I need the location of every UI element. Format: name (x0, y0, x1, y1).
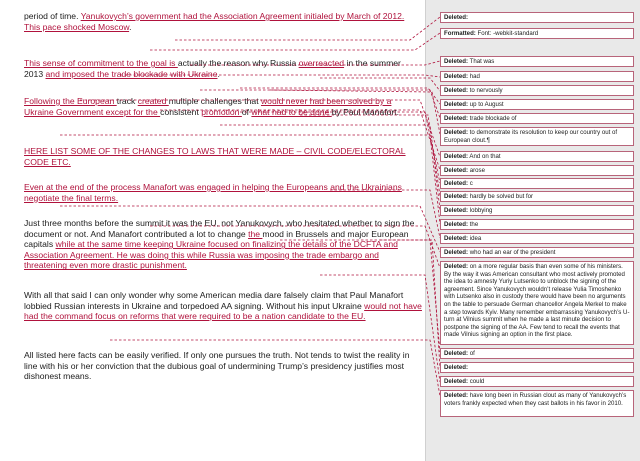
revision-comment[interactable] (440, 376, 634, 387)
revision-comment[interactable] (440, 261, 634, 345)
revision-comment[interactable] (440, 219, 634, 230)
paragraph (24, 96, 422, 117)
comment-label: Deleted: (444, 221, 469, 228)
inserted-text: Following the European (24, 96, 117, 106)
comment-text: who had an ear of the president (468, 249, 556, 256)
comment-text: Font: -webkit-standard (475, 30, 539, 37)
inserted-text: This sense of commitment to the goal is (24, 58, 178, 68)
revision-comment[interactable] (440, 178, 634, 189)
comment-label: Deleted: (444, 14, 469, 21)
inserted-text: Even at the end of the process Manafort was engaged in helping the Europeans and the Ukrainians negotiate the final terms. (24, 182, 402, 203)
comment-label: Deleted: (444, 101, 469, 108)
inserted-text: while at the same time keeping Ukraine focused on finalizing the details of the DCFTA and Association Agreement. He was doing this while Russia was imposing the trade embargo and threatening even more drastic punishment. (24, 239, 398, 271)
comment-text: idea (468, 235, 482, 242)
revision-comment[interactable] (440, 151, 634, 162)
inserted-text: promotion (201, 106, 242, 117)
revision-comment[interactable] (440, 56, 634, 67)
comment-label: Deleted: (444, 180, 469, 187)
comment-text: have long been in Russian clout as many of Yanukovych’s voters frankly expected when they cast ballots in his favor in 2010. (444, 392, 627, 407)
inserted-text: created (137, 96, 169, 106)
revision-comment[interactable] (440, 191, 634, 202)
comment-text: That was (468, 58, 495, 65)
comment-text: trade blockade of (468, 115, 517, 122)
body-text: track (116, 96, 138, 106)
revision-comment[interactable] (440, 127, 634, 146)
comment-label: Deleted: (444, 392, 469, 399)
paragraph (24, 146, 422, 167)
paragraph (24, 290, 422, 322)
comment-text: lobbying (468, 207, 493, 214)
body-text: Just three months before the summit it was the EU, not Yanukovych, who hesitated whether to sign the document or not. And Manafort contributed a lot to change (24, 218, 415, 239)
comment-text: had (468, 73, 480, 80)
revision-comment[interactable] (440, 348, 634, 359)
comment-text: on a more regular basis than even some of his ministers. By the way it was American consultant who most actively promoted the idea to amnesty Yuriy Lutsenko to unblock the signing of the agreement. Since Yanukovych wouldn’t release Yulia Timoshenko with Lutsenko also in custody there would have been no arguments on the table to persuade German chancellor Angela Merkel to make a step towards Kyiv. Many remember embarrassing Yanukovych’s U-turn at Vilnius summit when he made a last minute decision to postpone the signing of the AA. Few tend to recall the events that made Vilnius signing an option in the first place. (444, 263, 630, 339)
body-text: in the summer 2013 (24, 58, 401, 79)
comment-label: Deleted: (444, 73, 469, 80)
comment-text: the (468, 221, 479, 228)
comment-label: Deleted: (444, 235, 469, 242)
body-text: multiple challenges that (168, 96, 261, 106)
comment-label: Deleted: (444, 350, 469, 357)
comment-text: of (468, 350, 475, 357)
inserted-text: the (248, 228, 263, 239)
body-text: All listed here facts can be easily verified. If only one pursues the truth. Not tends to twist the reality in line with his or her conviction that the dubious goal of undermining Trump’s presidency justifies most dishonest means. (24, 350, 410, 382)
comment-label: Deleted: (444, 193, 469, 200)
body-text: . (129, 21, 132, 32)
body-text: actually the reason why Russia (177, 58, 299, 68)
comment-text: to nervously (468, 87, 503, 94)
inserted-text: and imposed the trade blockade with Ukraine (45, 68, 218, 79)
comment-label: Deleted: (444, 58, 469, 65)
comment-text: arose (468, 167, 485, 174)
comment-label: Deleted: (444, 167, 469, 174)
revision-comment[interactable] (440, 28, 634, 39)
paragraph (24, 218, 422, 271)
body-text: of (241, 106, 252, 117)
revision-comment[interactable] (440, 99, 634, 110)
comment-label: Deleted: (444, 207, 469, 214)
paragraph (24, 11, 422, 32)
revision-comment[interactable] (440, 205, 634, 216)
comment-label: Deleted: (444, 115, 469, 122)
comment-label: Deleted: (444, 129, 469, 136)
comment-label: Formatted: (444, 30, 476, 37)
comment-text: could (468, 378, 485, 385)
body-text: by Paul Manafort. (331, 106, 400, 117)
comment-label: Deleted: (444, 249, 469, 256)
revision-comment[interactable] (440, 12, 634, 23)
revision-comment[interactable] (440, 85, 634, 96)
revision-comment[interactable] (440, 71, 634, 82)
comment-label: Deleted: (444, 263, 469, 270)
inserted-text: what had to be done (251, 106, 332, 117)
inserted-text: HERE LIST SOME OF THE CHANGES TO LAWS THAT WERE MADE – CIVIL CODE/ELECTORAL CODE ETC. (24, 146, 406, 167)
revision-comment[interactable] (440, 247, 634, 258)
body-text: . (217, 68, 220, 79)
comment-text: up to August (468, 101, 504, 108)
body-text: mood in Brussels and major European capitals (24, 228, 409, 250)
paragraph (24, 58, 422, 79)
body-text: With all that said I can only wonder why some American media dare falsely claim that Paul Manafort lobbied Russian interests in Ukraine and torpedoed AA signing. Without his input Ukraine (24, 290, 404, 311)
comment-text: And on that (468, 153, 501, 160)
revision-comment[interactable] (440, 165, 634, 176)
body-text: consistent (160, 106, 202, 117)
body-text: period of time. (24, 11, 81, 21)
comment-text: c (468, 180, 473, 187)
revision-comment[interactable] (440, 362, 634, 373)
comment-label: Deleted: (444, 378, 469, 385)
revision-comment[interactable] (440, 390, 634, 417)
revision-comment[interactable] (440, 113, 634, 124)
inserted-text: would not have had the command focus on reforms that were required to be a nation candidate to the EU. (24, 300, 422, 322)
comment-label: Deleted: (444, 364, 469, 371)
inserted-text: overreacted (298, 58, 345, 68)
revision-comment[interactable] (440, 233, 634, 244)
comment-label: Deleted: (444, 87, 469, 94)
paragraph (24, 182, 422, 203)
comment-text: to demonstrate its resolution to keep our country out of European clout.¶ (444, 129, 618, 144)
inserted-text: would never had been solved by a Ukraine Government except for the (24, 96, 392, 117)
comment-label: Deleted: (444, 153, 469, 160)
comment-text: hardly be solved but for (468, 193, 534, 200)
paragraph (24, 350, 422, 382)
inserted-text: Yanukovych’s government had the Association Agreement initialed by March of 2012. This pace shocked Moscow (24, 11, 405, 32)
